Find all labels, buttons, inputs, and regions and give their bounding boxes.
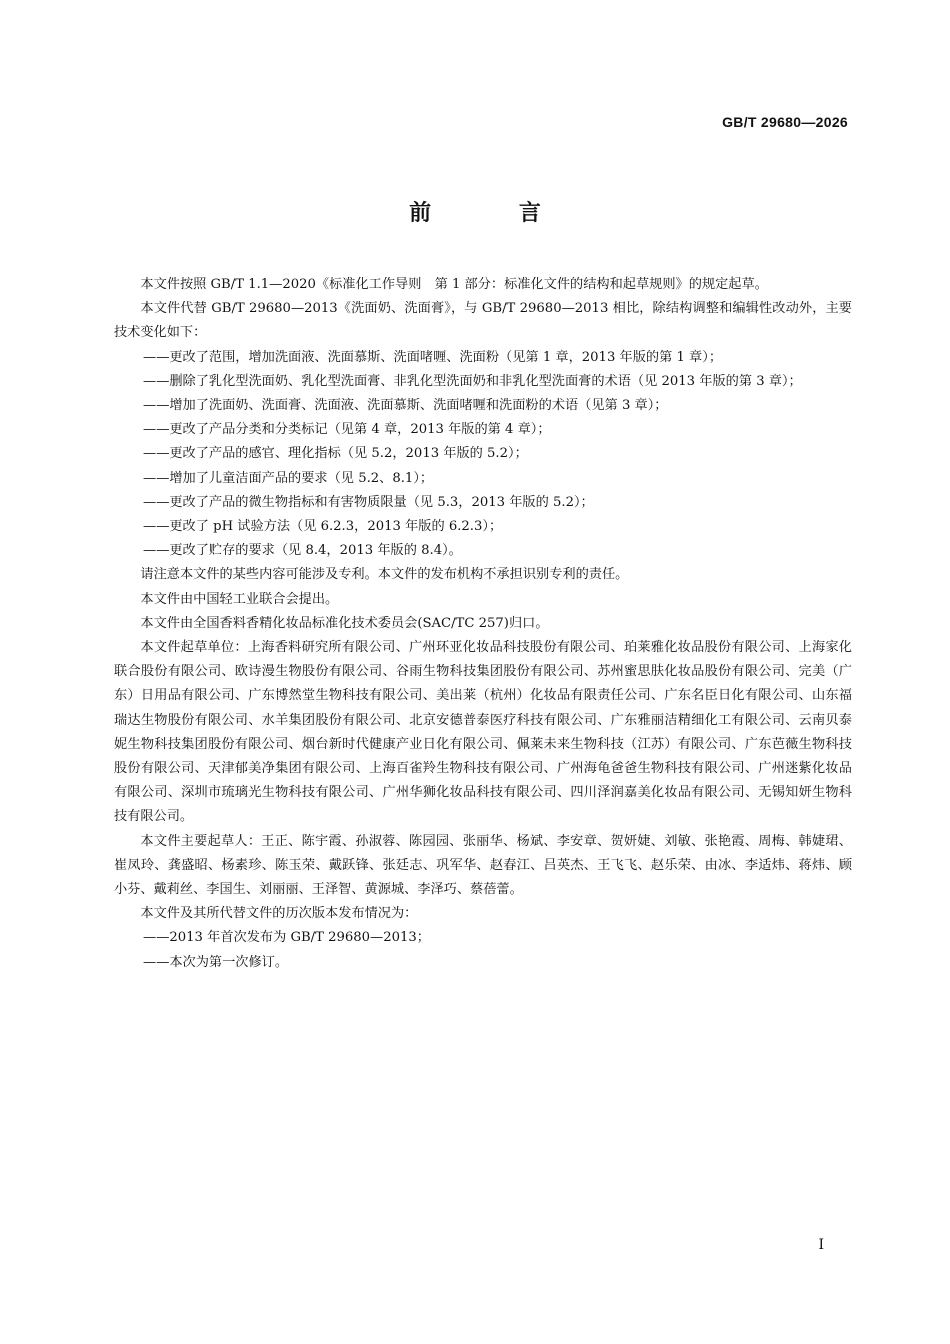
change-item: ——增加了儿童洁面产品的要求（见 5.2、8.1）； xyxy=(143,470,434,486)
change-item: ——更改了产品的微生物指标和有害物质限量（见 5.3，2013 年版的 5.2）； xyxy=(143,494,594,510)
change-item: ——更改了产品分类和分类标记（见第 4 章，2013 年版的第 4 章）； xyxy=(143,422,551,438)
paragraph-under-jurisdiction: 本文件由全国香料香精化妆品标准化技术委员会(SAC/TC 257)归口。 xyxy=(140,615,549,631)
paragraph-proposed-by: 本文件由中国轻工业联合会提出。 xyxy=(140,591,339,607)
change-item: ——删除了乳化型洗面奶、乳化型洗面膏、非乳化型洗面奶和非乳化型洗面膏的术语（见 2013 年版的第 3 章）； xyxy=(143,373,802,389)
change-item: ——增加了洗面奶、洗面膏、洗面液、洗面慕斯、洗面啫喱和洗面粉的术语（见第 3 章）； xyxy=(143,398,668,414)
history-item: ——本次为第一次修订。 xyxy=(143,954,289,970)
paragraph-drafters: 本文件主要起草人：王正、陈宇霞、孙淑蓉、陈园园、张丽华、杨斌、李安章、贺妍婕、刘敏、张艳霞、周梅、韩婕珺、崔凤玲、龚盛昭、杨素珍、陈玉荣、戴跃锋、张廷志、巩军华、赵春江、吕英杰、王飞飞、赵乐荣、由冰、李适炜、蒋炜、顾小芬、戴莉丝、李国生、刘丽丽、王泽智、黄源城、李泽巧、蔡蓓蕾。 xyxy=(114,833,852,898)
change-item: ——更改了 pH 试验方法（见 6.2.3，2013 年版的 6.2.3）； xyxy=(143,519,503,535)
change-item: ——更改了产品的感官、理化指标（见 5.2，2013 年版的 5.2）； xyxy=(143,446,528,462)
paragraph-history-intro: 本文件及其所代替文件的历次版本发布情况为： xyxy=(140,906,418,922)
standard-number: GB/T 29680—2026 xyxy=(722,114,848,130)
history-item: ——2013 年首次发布为 GB/T 29680—2013； xyxy=(143,930,430,946)
change-item: ——更改了范围，增加洗面液、洗面慕斯、洗面啫喱、洗面粉（见第 1 章，2013 年版的第 1 章）； xyxy=(143,349,723,365)
paragraph-replaces: 本文件代替 GB/T 29680—2013《洗面奶、洗面膏》，与 GB/T 29680—2013 相比，除结构调整和编辑性改动外，主要技术变化如下： xyxy=(114,301,852,341)
paragraph-drafting-units: 本文件起草单位：上海香料研究所有限公司、广州环亚化妆品科技股份有限公司、珀莱雅化妆品股份有限公司、上海家化联合股份有限公司、欧诗漫生物股份有限公司、谷雨生物科技集团股份有限公司、苏州蜜思肤化妆品股份有限公司、完美（广东）日用品有限公司、广东博然堂生物科技有限公司、美出莱（杭州）化妆品有限责任公司、广东名臣日化有限公司、山东福瑞达生物股份有限公司、水羊集团股份有限公司、北京安德普泰医疗科技有限公司、广东雅丽洁精细化工有限公司、云南贝泰妮生物科技集团股份有限公司、烟台新时代健康产业日化有限公司、佩莱未来生物科技（江苏）有限公司、广东芭薇生物科技股份有限公司、天津郁美净集团有限公司、上海百雀羚生物科技有限公司、广州海龟爸爸生物科技有限公司、广州迷紫化妆品有限公司、深圳市琉璃光生物科技有限公司、广州华狮化妆品科技有限公司、四川泽润嘉美化妆品有限公司、无锡知妍生物科技有限公司。 xyxy=(114,640,852,825)
paragraph-drafting-rules: 本文件按照 GB/T 1.1—2020《标准化工作导则 第 1 部分：标准化文件的结构和起草规则》的规定起草。 xyxy=(140,277,768,292)
paragraph-patent-notice: 请注意本文件的某些内容可能涉及专利。本文件的发布机构不承担识别专利的责任。 xyxy=(140,567,629,583)
foreword-body xyxy=(114,273,852,975)
page-number: I xyxy=(818,1237,824,1253)
change-item: ——更改了贮存的要求（见 8.4，2013 年版的 8.4）。 xyxy=(143,543,462,559)
page-title: 前 言 xyxy=(409,201,581,226)
